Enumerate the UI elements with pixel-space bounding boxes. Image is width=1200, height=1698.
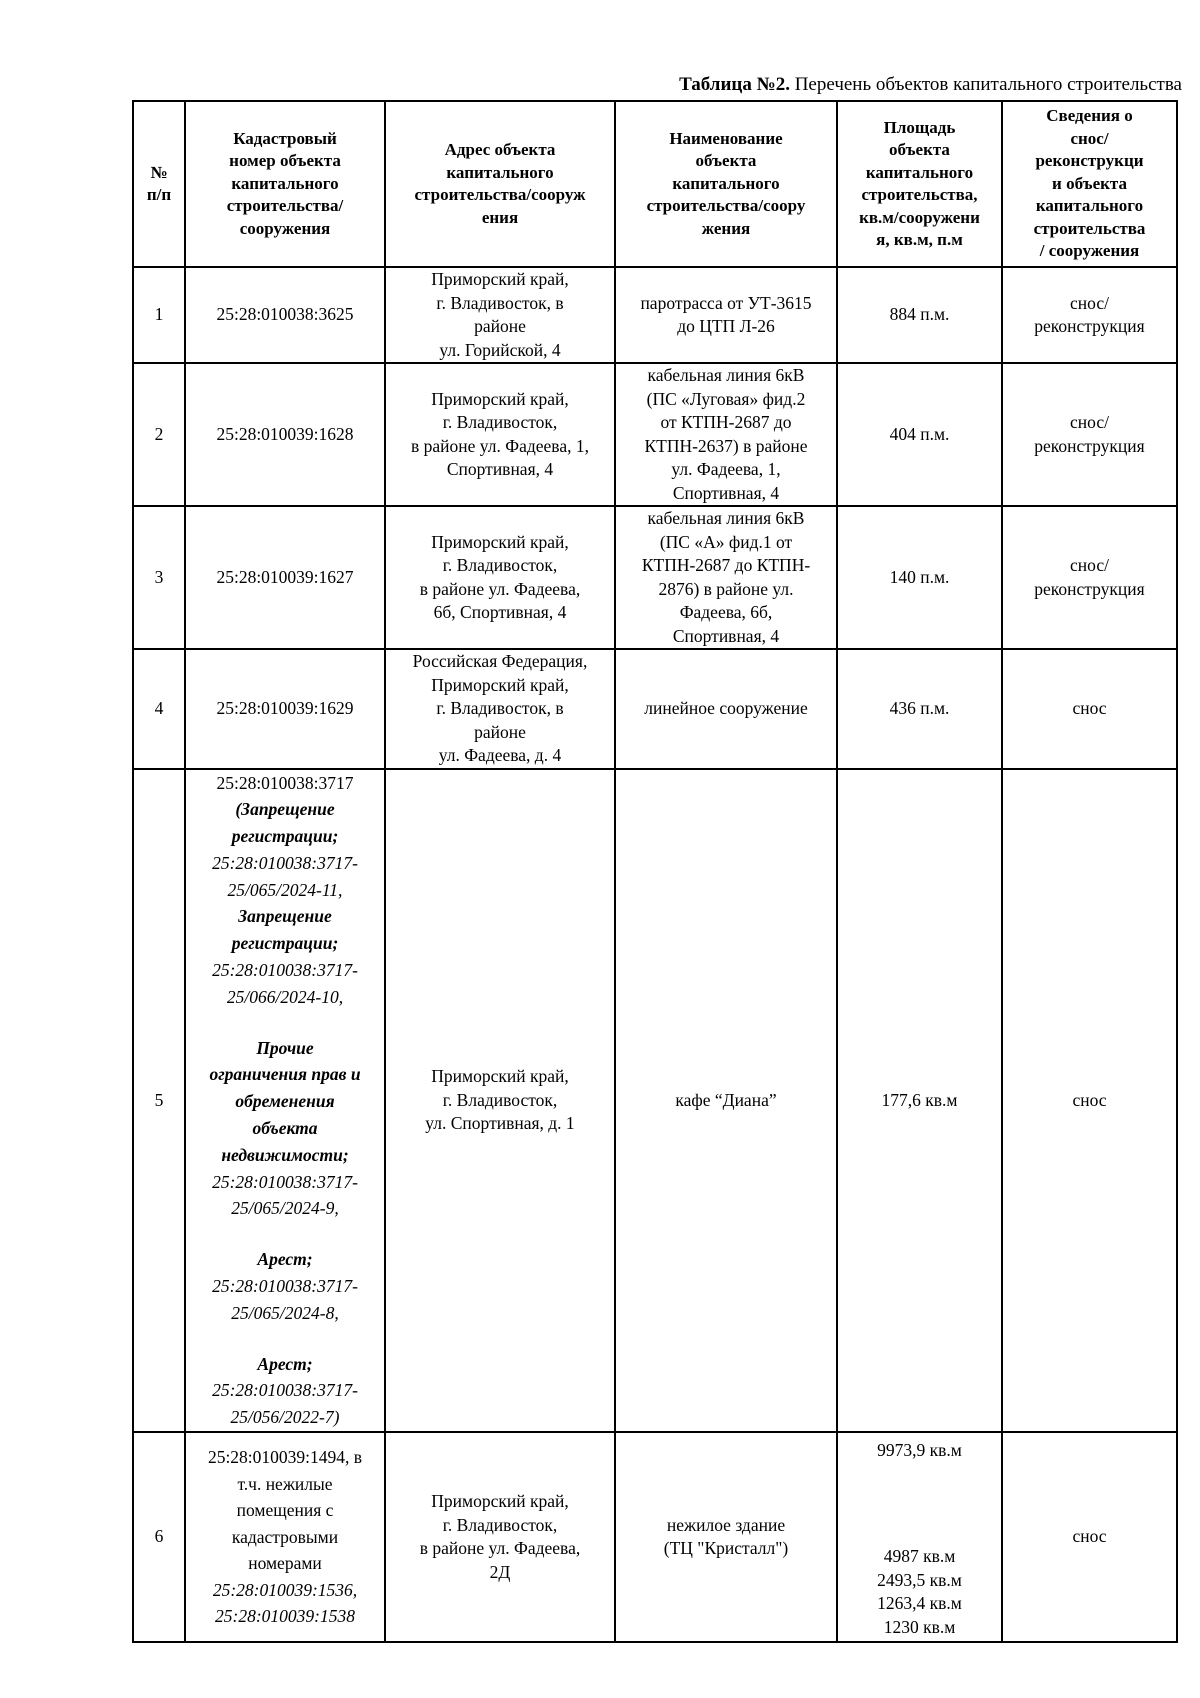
cell-address: Приморский край, г. Владивосток, ул. Спортивная, д. 1 [385, 769, 615, 1433]
cell-area [837, 1432, 1002, 1642]
table-row [133, 363, 1177, 506]
cell-name: нежилое здание (ТЦ "Кристалл") [615, 1432, 837, 1642]
cell-num: 4 [133, 649, 185, 769]
cell-name: паротрасса от УТ-3615 до ЦТП Л-26 [615, 267, 837, 363]
header-address: Адрес объекта капитального строительства/сооруж ения [385, 101, 615, 267]
cell-num: 3 [133, 506, 185, 649]
cell-num: 6 [133, 1432, 185, 1642]
cell-area: 140 п.м. [837, 506, 1002, 649]
caption-bold: Таблица №2. [679, 74, 790, 95]
table-row [133, 649, 1177, 769]
caption-text: Перечень объектов капитального строительства [789, 74, 1182, 95]
cell-status: снос [1002, 1432, 1177, 1642]
cell-cadastral: 25:28:010038:3625 [185, 267, 385, 363]
cell-status: снос [1002, 649, 1177, 769]
cell-address: Приморский край, г. Владивосток, в районе ул. Фадеева, 6б, Спортивная, 4 [385, 506, 615, 649]
cell-name: кабельная линия 6кВ (ПС «Луговая» фид.2 от КТПН-2687 до КТПН-2637) в районе ул. Фадеева, 1, Спортивная, 4 [615, 363, 837, 506]
header-cadastral: Кадастровый номер объекта капитального строительства/ сооружения [185, 101, 385, 267]
cell-cadastral: 25:28:010038:3717 (Запрещение регистрации; 25:28:010038:3717- 25/065/2024-11, Запрещение регистрации; 25:28:010038:3717- 25/066/2024-10, Прочие ограничения прав и обременения объекта недвижимости; 25:28:010038:3717- 25/065/2024-9, Арест; 25:28:010038:3717- 25/065/2024-8, Арест; 25:28:010038:3717- 25/056/2022-7) [185, 769, 385, 1433]
cell-cadastral: 25:28:010039:1628 [185, 363, 385, 506]
header-num: № п/п [133, 101, 185, 267]
area-parts: 4987 кв.м 2493,5 кв.м 1263,4 кв.м 1230 кв.м [877, 1546, 962, 1637]
cell-cadastral: 25:28:010039:1627 [185, 506, 385, 649]
cell-cadastral: 25:28:010039:1629 [185, 649, 385, 769]
table-caption [132, 74, 1182, 96]
header-name: Наименование объекта капитального строительства/соору жения [615, 101, 837, 267]
cell-address: Приморский край, г. Владивосток, в районе ул. Фадеева, 1, Спортивная, 4 [385, 363, 615, 506]
table-row [133, 267, 1177, 363]
cell-num: 1 [133, 267, 185, 363]
cell-area: 177,6 кв.м [837, 769, 1002, 1433]
area-total: 9973,9 кв.м [877, 1440, 962, 1461]
table-row [133, 1432, 1177, 1642]
cell-address: Приморский край, г. Владивосток, в районе ул. Фадеева, 2Д [385, 1432, 615, 1642]
objects-table [132, 100, 1178, 1643]
header-status: Сведения о снос/ реконструкци и объекта капитального строительства / сооружения [1002, 101, 1177, 267]
cell-status: снос/ реконструкция [1002, 506, 1177, 649]
table-row [133, 769, 1177, 1433]
table-header-row [133, 101, 1177, 267]
cell-num: 2 [133, 363, 185, 506]
cell-name: линейное сооружение [615, 649, 837, 769]
cell-status: снос/ реконструкция [1002, 363, 1177, 506]
cell-num: 5 [133, 769, 185, 1433]
cell-area: 436 п.м. [837, 649, 1002, 769]
cell-cadastral: 25:28:010039:1494, в т.ч. нежилые помещения с кадастровыми номерами 25:28:010039:1536, 25:28:010039:1538 [185, 1432, 385, 1642]
cell-area: 884 п.м. [837, 267, 1002, 363]
cell-status: снос [1002, 769, 1177, 1433]
cell-area: 404 п.м. [837, 363, 1002, 506]
table-row [133, 506, 1177, 649]
cell-name: кафе “Диана” [615, 769, 837, 1433]
header-area: Площадь объекта капитального строительства, кв.м/сооружени я, кв.м, п.м [837, 101, 1002, 267]
cell-name: кабельная линия 6кВ (ПС «А» фид.1 от КТПН-2687 до КТПН- 2876) в районе ул. Фадеева, 6б, Спортивная, 4 [615, 506, 837, 649]
cell-address: Приморский край, г. Владивосток, в районе ул. Горийской, 4 [385, 267, 615, 363]
cell-address: Российская Федерация, Приморский край, г. Владивосток, в районе ул. Фадеева, д. 4 [385, 649, 615, 769]
cell-status: снос/ реконструкция [1002, 267, 1177, 363]
